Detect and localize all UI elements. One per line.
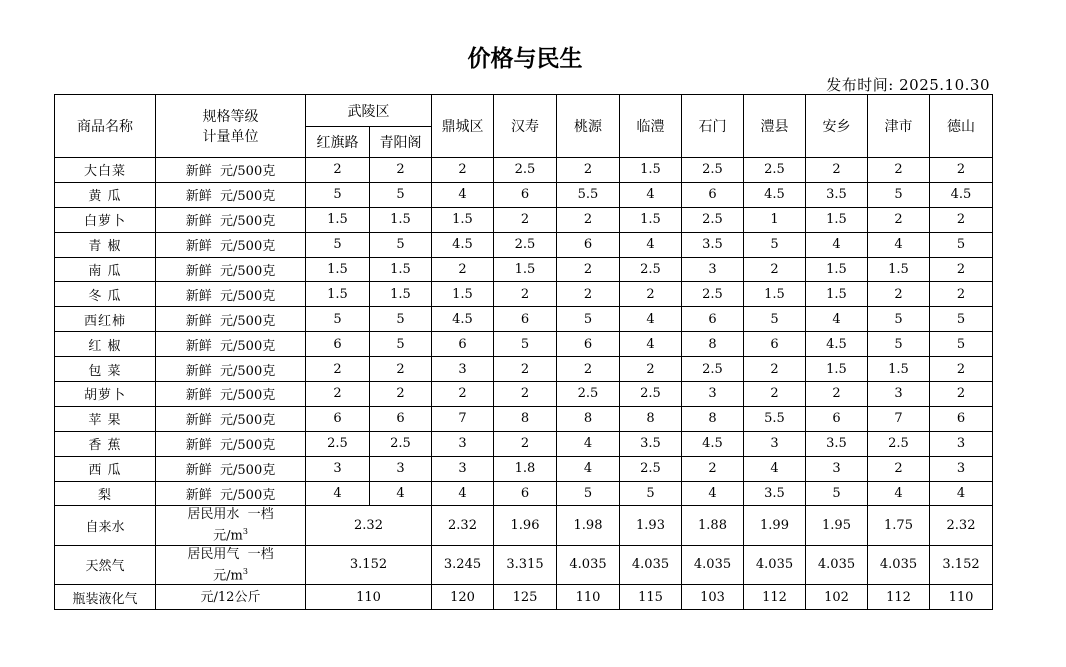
price-cell: 1.5 bbox=[806, 207, 868, 232]
header-wuling: 武陵区 bbox=[306, 95, 432, 127]
item-spec: 新鲜 元/500克 bbox=[156, 232, 306, 257]
price-cell: 2 bbox=[370, 357, 432, 382]
table-row bbox=[55, 332, 993, 357]
price-cell: 5 bbox=[868, 182, 930, 207]
item-spec: 新鲜 元/500克 bbox=[156, 282, 306, 307]
price-cell: 5 bbox=[806, 481, 868, 506]
price-cell: 2.5 bbox=[682, 158, 744, 183]
price-cell: 102 bbox=[806, 585, 868, 610]
unit-text: 元/m bbox=[213, 568, 243, 584]
price-cell: 2 bbox=[557, 357, 620, 382]
price-cell: 7 bbox=[868, 406, 930, 431]
price-cell: 5 bbox=[930, 332, 993, 357]
item-name: 瓶装液化气 bbox=[55, 585, 156, 610]
item-name: 天然气 bbox=[55, 545, 156, 584]
header-spec bbox=[156, 95, 306, 158]
header-spec-line2: 计量单位 bbox=[202, 129, 259, 145]
price-cell: 4 bbox=[930, 481, 993, 506]
item-name: 红 椒 bbox=[55, 332, 156, 357]
item-spec: 新鲜 元/500克 bbox=[156, 406, 306, 431]
price-cell: 2 bbox=[930, 207, 993, 232]
price-cell: 6 bbox=[744, 332, 806, 357]
price-cell: 3.152 bbox=[930, 545, 993, 584]
header-region: 鼎城区 bbox=[432, 95, 494, 158]
price-cell: 8 bbox=[494, 406, 557, 431]
price-cell: 4.035 bbox=[682, 545, 744, 584]
price-cell: 2.5 bbox=[370, 431, 432, 456]
price-cell: 2 bbox=[868, 456, 930, 481]
price-cell: 5 bbox=[744, 232, 806, 257]
price-cell: 5 bbox=[930, 232, 993, 257]
price-cell: 4.5 bbox=[744, 182, 806, 207]
item-spec: 新鲜 元/500克 bbox=[156, 481, 306, 506]
table-row bbox=[55, 257, 993, 282]
price-cell: 4.035 bbox=[868, 545, 930, 584]
price-cell: 4.5 bbox=[682, 431, 744, 456]
table-row bbox=[55, 232, 993, 257]
price-cell: 4 bbox=[868, 481, 930, 506]
header-region: 澧县 bbox=[744, 95, 806, 158]
price-cell: 5 bbox=[744, 307, 806, 332]
price-cell: 4.035 bbox=[557, 545, 620, 584]
price-cell: 1.5 bbox=[806, 257, 868, 282]
price-cell: 2 bbox=[370, 382, 432, 407]
price-cell: 4 bbox=[806, 307, 868, 332]
header-region: 安乡 bbox=[806, 95, 868, 158]
price-cell: 4 bbox=[557, 456, 620, 481]
price-cell: 1.5 bbox=[494, 257, 557, 282]
price-cell: 5 bbox=[306, 307, 370, 332]
price-cell: 2 bbox=[494, 357, 557, 382]
price-cell: 2 bbox=[557, 207, 620, 232]
price-cell: 4.5 bbox=[432, 307, 494, 332]
price-cell: 4.035 bbox=[744, 545, 806, 584]
price-cell: 8 bbox=[682, 406, 744, 431]
price-cell: 3.5 bbox=[620, 431, 682, 456]
price-cell: 4 bbox=[744, 456, 806, 481]
header-name: 商品名称 bbox=[55, 95, 156, 158]
price-cell: 3 bbox=[306, 456, 370, 481]
price-cell: 2.5 bbox=[494, 232, 557, 257]
price-cell: 2 bbox=[370, 158, 432, 183]
price-cell: 2.5 bbox=[682, 207, 744, 232]
price-cell: 1.8 bbox=[494, 456, 557, 481]
price-cell: 2.5 bbox=[557, 382, 620, 407]
item-spec: 新鲜 元/500克 bbox=[156, 207, 306, 232]
item-name: 黄 瓜 bbox=[55, 182, 156, 207]
price-cell: 5 bbox=[370, 307, 432, 332]
price-cell: 6 bbox=[557, 332, 620, 357]
price-cell: 2 bbox=[620, 357, 682, 382]
price-cell: 3.5 bbox=[744, 481, 806, 506]
price-cell: 1.5 bbox=[370, 207, 432, 232]
header-region: 汉寿 bbox=[494, 95, 557, 158]
price-cell: 7 bbox=[432, 406, 494, 431]
price-cell: 2 bbox=[557, 282, 620, 307]
price-cell: 3 bbox=[930, 456, 993, 481]
price-cell: 2 bbox=[930, 357, 993, 382]
price-cell: 1 bbox=[744, 207, 806, 232]
price-cell: 5 bbox=[868, 307, 930, 332]
item-name: 西 瓜 bbox=[55, 456, 156, 481]
price-cell: 4 bbox=[868, 232, 930, 257]
table-row bbox=[55, 282, 993, 307]
price-cell: 2.5 bbox=[682, 357, 744, 382]
price-cell: 4 bbox=[682, 481, 744, 506]
price-cell: 4 bbox=[620, 332, 682, 357]
price-cell: 4 bbox=[620, 182, 682, 207]
price-cell: 2 bbox=[494, 431, 557, 456]
price-cell: 2 bbox=[494, 282, 557, 307]
item-name: 白萝卜 bbox=[55, 207, 156, 232]
table-row bbox=[55, 406, 993, 431]
price-cell: 2 bbox=[306, 382, 370, 407]
price-cell: 2 bbox=[432, 158, 494, 183]
price-cell: 1.5 bbox=[370, 257, 432, 282]
price-cell: 8 bbox=[682, 332, 744, 357]
price-cell: 3 bbox=[868, 382, 930, 407]
price-cell: 5.5 bbox=[744, 406, 806, 431]
unit-text: 元/m bbox=[213, 528, 243, 544]
header-hongqilu: 红旗路 bbox=[306, 127, 370, 158]
price-cell: 5 bbox=[930, 307, 993, 332]
price-cell: 2 bbox=[930, 257, 993, 282]
price-cell: 1.5 bbox=[306, 282, 370, 307]
price-cell: 1.96 bbox=[494, 506, 557, 545]
price-cell: 2.5 bbox=[682, 282, 744, 307]
price-cell: 3 bbox=[682, 257, 744, 282]
price-cell: 5 bbox=[557, 481, 620, 506]
item-spec: 新鲜 元/500克 bbox=[156, 158, 306, 183]
item-spec: 元/12公斤 bbox=[156, 585, 306, 610]
item-spec-unit bbox=[156, 563, 305, 584]
price-cell: 3 bbox=[370, 456, 432, 481]
price-cell: 1.93 bbox=[620, 506, 682, 545]
price-cell: 1.5 bbox=[806, 357, 868, 382]
price-cell: 2 bbox=[432, 257, 494, 282]
price-cell: 3 bbox=[432, 456, 494, 481]
item-name: 冬 瓜 bbox=[55, 282, 156, 307]
table-row bbox=[55, 182, 993, 207]
item-name: 梨 bbox=[55, 481, 156, 506]
price-cell: 2.32 bbox=[432, 506, 494, 545]
table-row bbox=[55, 481, 993, 506]
table-row bbox=[55, 506, 993, 545]
item-spec: 新鲜 元/500克 bbox=[156, 307, 306, 332]
price-cell: 2 bbox=[868, 158, 930, 183]
price-cell: 5 bbox=[868, 332, 930, 357]
price-cell: 5 bbox=[370, 332, 432, 357]
price-cell: 2 bbox=[806, 382, 868, 407]
price-cell: 1.5 bbox=[620, 207, 682, 232]
table-row bbox=[55, 585, 993, 610]
header-region: 石门 bbox=[682, 95, 744, 158]
price-cell: 6 bbox=[370, 406, 432, 431]
header-region: 桃源 bbox=[557, 95, 620, 158]
price-cell: 5 bbox=[370, 232, 432, 257]
item-name: 苹 果 bbox=[55, 406, 156, 431]
header-spec-line1: 规格等级 bbox=[202, 109, 259, 125]
price-cell: 3.315 bbox=[494, 545, 557, 584]
price-cell: 2 bbox=[306, 158, 370, 183]
item-name: 南 瓜 bbox=[55, 257, 156, 282]
price-cell: 2 bbox=[557, 158, 620, 183]
price-cell: 112 bbox=[744, 585, 806, 610]
price-cell: 1.95 bbox=[806, 506, 868, 545]
price-cell: 8 bbox=[557, 406, 620, 431]
price-cell: 4 bbox=[432, 182, 494, 207]
price-cell: 5 bbox=[306, 232, 370, 257]
price-cell: 5 bbox=[557, 307, 620, 332]
item-spec: 新鲜 元/500克 bbox=[156, 332, 306, 357]
price-cell: 2 bbox=[306, 357, 370, 382]
price-cell: 5 bbox=[370, 182, 432, 207]
page-title: 价格与民生 bbox=[467, 46, 583, 72]
header-region: 临澧 bbox=[620, 95, 682, 158]
price-cell: 1.5 bbox=[370, 282, 432, 307]
price-cell: 3 bbox=[744, 431, 806, 456]
price-cell: 6 bbox=[682, 307, 744, 332]
table-row bbox=[55, 158, 993, 183]
price-cell: 2.5 bbox=[306, 431, 370, 456]
price-cell: 3 bbox=[432, 431, 494, 456]
price-cell-wuling: 110 bbox=[306, 585, 432, 610]
price-cell: 1.5 bbox=[432, 282, 494, 307]
item-spec: 新鲜 元/500克 bbox=[156, 431, 306, 456]
price-cell: 6 bbox=[494, 182, 557, 207]
price-cell: 3 bbox=[682, 382, 744, 407]
price-cell: 2 bbox=[744, 257, 806, 282]
price-cell: 4.5 bbox=[806, 332, 868, 357]
price-cell: 1.5 bbox=[868, 357, 930, 382]
item-name: 青 椒 bbox=[55, 232, 156, 257]
publish-date: 发布时间: 2025.10.30 bbox=[826, 76, 990, 94]
price-cell: 110 bbox=[557, 585, 620, 610]
price-cell: 5 bbox=[306, 182, 370, 207]
price-cell: 3.5 bbox=[682, 232, 744, 257]
price-cell: 4 bbox=[432, 481, 494, 506]
price-cell: 4.035 bbox=[806, 545, 868, 584]
price-cell: 3 bbox=[806, 456, 868, 481]
price-cell: 110 bbox=[930, 585, 993, 610]
price-cell: 4 bbox=[620, 232, 682, 257]
price-cell: 115 bbox=[620, 585, 682, 610]
price-cell: 3.5 bbox=[806, 431, 868, 456]
price-cell: 2 bbox=[432, 382, 494, 407]
price-cell: 8 bbox=[620, 406, 682, 431]
price-cell: 2.32 bbox=[930, 506, 993, 545]
price-cell: 2.5 bbox=[620, 382, 682, 407]
table-row bbox=[55, 431, 993, 456]
price-cell: 2 bbox=[744, 382, 806, 407]
table-row bbox=[55, 207, 993, 232]
price-cell: 2 bbox=[930, 158, 993, 183]
item-spec bbox=[156, 545, 306, 584]
price-cell: 4 bbox=[370, 481, 432, 506]
price-cell: 6 bbox=[557, 232, 620, 257]
price-cell: 2 bbox=[868, 207, 930, 232]
price-cell: 6 bbox=[306, 406, 370, 431]
price-cell: 6 bbox=[682, 182, 744, 207]
price-cell: 4 bbox=[806, 232, 868, 257]
unit-sup: 3 bbox=[242, 527, 248, 537]
price-cell: 125 bbox=[494, 585, 557, 610]
price-cell: 2 bbox=[494, 207, 557, 232]
price-cell: 3 bbox=[432, 357, 494, 382]
price-cell: 4 bbox=[306, 481, 370, 506]
price-cell: 6 bbox=[806, 406, 868, 431]
table-row bbox=[55, 357, 993, 382]
table-row bbox=[55, 545, 993, 584]
price-table bbox=[54, 94, 993, 610]
item-spec: 新鲜 元/500克 bbox=[156, 182, 306, 207]
price-cell: 1.88 bbox=[682, 506, 744, 545]
price-cell: 4.035 bbox=[620, 545, 682, 584]
price-cell: 1.5 bbox=[306, 207, 370, 232]
item-spec-line1: 居民用水 一档 bbox=[187, 507, 274, 523]
price-cell: 1.5 bbox=[868, 257, 930, 282]
price-cell: 6 bbox=[306, 332, 370, 357]
price-cell: 2.5 bbox=[494, 158, 557, 183]
header-region: 德山 bbox=[930, 95, 993, 158]
item-name: 胡萝卜 bbox=[55, 382, 156, 407]
header-region: 津市 bbox=[868, 95, 930, 158]
item-spec bbox=[156, 506, 306, 545]
price-cell: 2.5 bbox=[744, 158, 806, 183]
item-spec: 新鲜 元/500克 bbox=[156, 257, 306, 282]
item-spec: 新鲜 元/500克 bbox=[156, 456, 306, 481]
price-cell: 1.5 bbox=[620, 158, 682, 183]
price-cell: 103 bbox=[682, 585, 744, 610]
price-cell: 1.5 bbox=[744, 282, 806, 307]
table-row bbox=[55, 456, 993, 481]
price-cell: 5.5 bbox=[557, 182, 620, 207]
price-cell: 3 bbox=[930, 431, 993, 456]
price-cell: 120 bbox=[432, 585, 494, 610]
price-cell: 2 bbox=[806, 158, 868, 183]
price-cell: 2.5 bbox=[620, 257, 682, 282]
header-qingyangge: 青阳阁 bbox=[370, 127, 432, 158]
price-cell: 6 bbox=[494, 307, 557, 332]
price-cell-wuling: 2.32 bbox=[306, 506, 432, 545]
price-cell: 1.5 bbox=[806, 282, 868, 307]
price-cell: 5 bbox=[620, 481, 682, 506]
item-name: 西红柿 bbox=[55, 307, 156, 332]
table-row bbox=[55, 382, 993, 407]
price-cell: 4.5 bbox=[930, 182, 993, 207]
item-name: 大白菜 bbox=[55, 158, 156, 183]
price-cell: 2 bbox=[494, 382, 557, 407]
item-name: 香 蕉 bbox=[55, 431, 156, 456]
item-spec: 新鲜 元/500克 bbox=[156, 357, 306, 382]
price-cell: 3.5 bbox=[806, 182, 868, 207]
price-cell: 3.245 bbox=[432, 545, 494, 584]
item-spec-unit bbox=[156, 523, 305, 544]
price-cell: 2.5 bbox=[620, 456, 682, 481]
price-cell: 5 bbox=[494, 332, 557, 357]
price-cell: 6 bbox=[432, 332, 494, 357]
item-spec-line1: 居民用气 一档 bbox=[187, 546, 274, 562]
price-cell: 2 bbox=[744, 357, 806, 382]
table-row bbox=[55, 307, 993, 332]
price-cell: 1.5 bbox=[306, 257, 370, 282]
price-cell: 2 bbox=[682, 456, 744, 481]
item-name: 自来水 bbox=[55, 506, 156, 545]
price-cell: 4 bbox=[557, 431, 620, 456]
price-cell: 4 bbox=[620, 307, 682, 332]
price-cell: 6 bbox=[930, 406, 993, 431]
price-cell: 2 bbox=[930, 382, 993, 407]
price-cell-wuling: 3.152 bbox=[306, 545, 432, 584]
price-cell: 1.5 bbox=[432, 207, 494, 232]
price-cell: 2 bbox=[620, 282, 682, 307]
price-cell: 112 bbox=[868, 585, 930, 610]
price-cell: 2 bbox=[557, 257, 620, 282]
price-cell: 1.98 bbox=[557, 506, 620, 545]
price-cell: 1.75 bbox=[868, 506, 930, 545]
unit-sup: 3 bbox=[242, 566, 248, 576]
price-cell: 4.5 bbox=[432, 232, 494, 257]
price-cell: 2 bbox=[930, 282, 993, 307]
price-cell: 6 bbox=[494, 481, 557, 506]
price-cell: 1.99 bbox=[744, 506, 806, 545]
item-name: 包 菜 bbox=[55, 357, 156, 382]
price-cell: 2.5 bbox=[868, 431, 930, 456]
price-cell: 2 bbox=[868, 282, 930, 307]
item-spec: 新鲜 元/500克 bbox=[156, 382, 306, 407]
